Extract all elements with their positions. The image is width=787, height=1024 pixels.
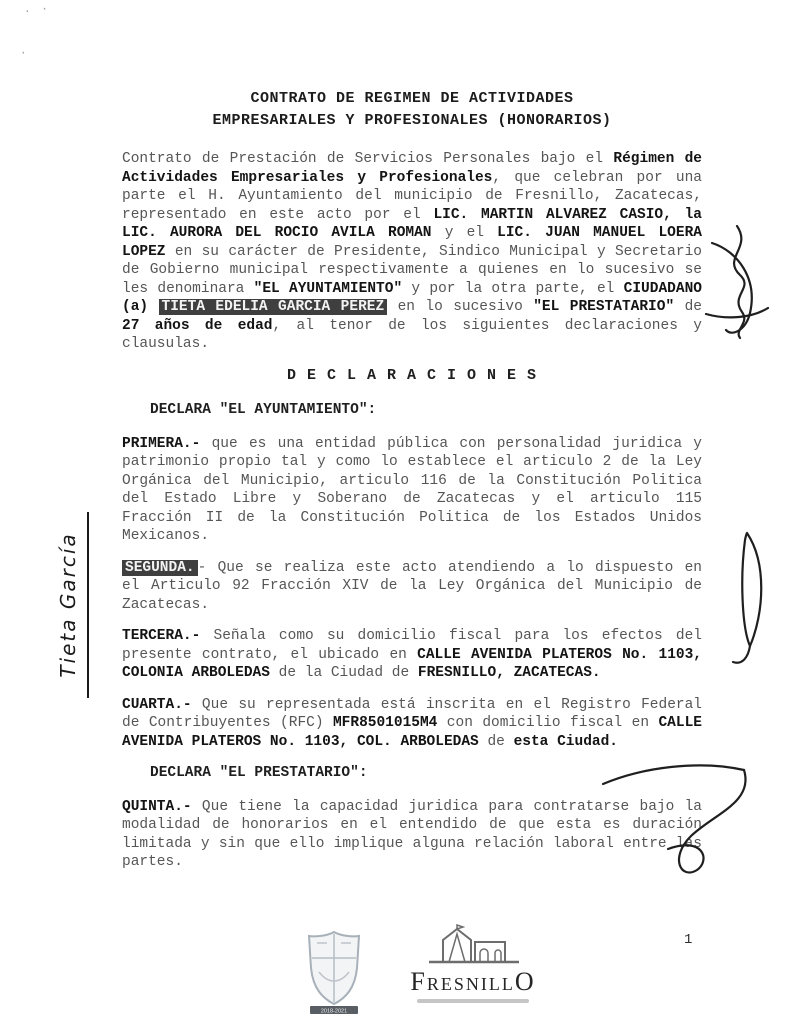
declara-prestatario-heading: DECLARA "EL PRESTATARIO": xyxy=(150,765,368,781)
signature-scribble-top-right xyxy=(682,218,782,343)
crest-years-label: 2018-2021 xyxy=(320,1008,348,1015)
clause-primera: PRIMERA.- que es una entidad pública con personalidad juridica y patrimonio propio tal y como lo establece el articulo 2 de la Ley Orgánica del Municipio, articulo 116 de la Constitución Politica del Estado Libre y Soberano de Zacatecas y el articulo 115 Fracción II de la Constitución Politica de los Estados Unidos Mexicanos. xyxy=(122,435,702,544)
scan-artifact: . · xyxy=(24,4,50,16)
clause-cuarta: CUARTA.- Que su representada está inscrita en el Registro Federal de Contribuyentes (RFC) MFR8501015M4 con domicilio fiscal en CALLE AVENIDA PLATEROS No. 1103, COL. ARBOLEDAS de esta Ciudad. xyxy=(122,696,702,750)
declaraciones-heading: D E C L A R A C I O N E S xyxy=(286,366,538,384)
contract-title-line1: CONTRATO DE REGIMEN DE ACTIVIDADES xyxy=(250,90,574,107)
contract-title-line2: EMPRESARIALES Y PROFESIONALES (HONORARIOS) xyxy=(212,112,612,129)
page-number: 1 xyxy=(684,932,693,948)
municipal-crest-logo xyxy=(302,928,366,1021)
clause-quinta: QUINTA.- Que tiene la capacidad juridica para contratarse bajo la modalidad de honorarios en el entendido de que esta es duración limitada y sin que ello implique alguna relación laboral entre las partes. xyxy=(122,798,702,870)
fresnillo-wordmark: FresnillO xyxy=(410,967,536,996)
signature-flourish-bottom-right xyxy=(598,752,763,907)
fresnillo-building-icon xyxy=(413,924,533,964)
intro-paragraph: Contrato de Prestación de Servicios Personales bajo el Régimen de Actividades Empresariales y Profesionales, que celebran por una parte el H. Ayuntamiento del municipio de Fresnillo, Zacatecas, representado en este acto por el LIC. MARTIN ALVAREZ CASIO, la LIC. AURORA DEL ROCIO AVILA ROMAN y el LIC. JUAN MANUEL LOERA LOPEZ en su carácter de Presidente, Sindico Municipal y Secretario de Gobierno municipal respectivamente a quienes en lo sucesivo se les denominara "EL AYUNTAMIENTO" y por la otra parte, el CIUDADANO (a) TIETA EDELIA GARCIA PEREZ en lo sucesivo "EL PRESTATARIO" de 27 años de edad, al tenor de los siguientes declaraciones y clausulas. xyxy=(122,151,703,352)
clause-segunda: SEGUNDA. - Que se realiza este acto atendiendo a lo dispuesto en el Articulo 92 Fracción XIV de la Ley Orgánica del Municipio de Zacatecas. xyxy=(122,559,702,613)
fresnillo-logo xyxy=(388,924,558,1003)
contract-title xyxy=(122,88,702,132)
scan-artifact: · xyxy=(20,48,29,60)
fresnillo-tagline-smudge xyxy=(417,999,529,1003)
crest-shield-icon xyxy=(303,928,365,1016)
declara-ayuntamiento-heading: DECLARA "EL AYUNTAMIENTO": xyxy=(150,402,377,418)
signature-scribble-mid-right xyxy=(712,528,782,673)
clause-tercera: TERCERA.- Señala como su domicilio fiscal para los efectos del presente contrato, el ubicado en CALLE AVENIDA PLATEROS No. 1103, COLONIA ARBOLEDAS de la Ciudad de FRESNILLO, ZACATECAS. xyxy=(122,628,702,681)
handwritten-margin-name: Tieta García xyxy=(56,512,89,698)
